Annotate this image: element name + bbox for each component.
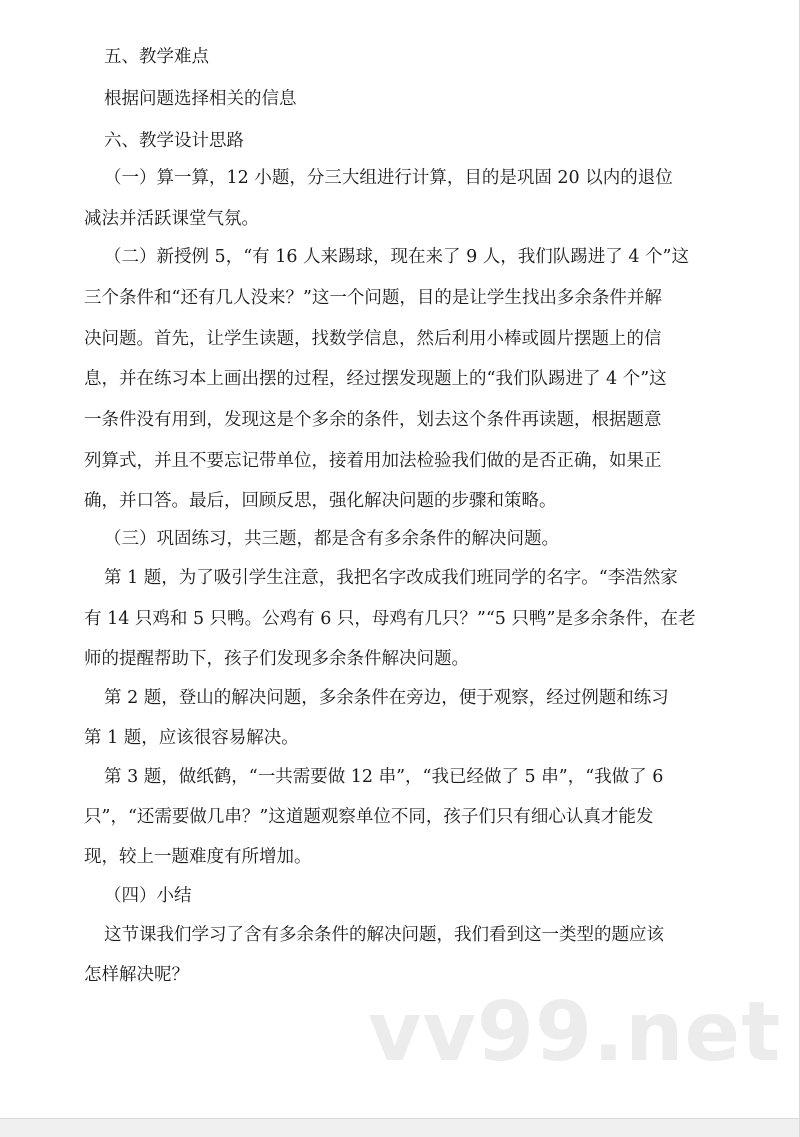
paragraph-line: 这节课我们学习了含有多余条件的解决问题，我们看到这一类型的题应该	[104, 925, 664, 945]
paragraph-line: 列算式，并且不要忘记带单位，接着用加法检验我们做的是否正确，如果正	[84, 451, 662, 471]
paragraph-line: （三）巩固练习，共三题，都是含有多余条件的解决问题。	[104, 529, 559, 549]
paragraph-line: 息，并在练习本上画出摆的过程，经过摆发现题上的“我们队踢进了 4 个”这	[84, 369, 667, 389]
heading-teaching-difficulty: 五、教学难点	[104, 47, 209, 67]
paragraph-line: 第 2 题，登山的解决问题，多余条件在旁边，便于观察，经过例题和练习	[104, 688, 669, 708]
paragraph-line: 只”，“还需要做几串？”这道题观察单位不同，孩子们只有细心认真才能发	[84, 807, 654, 827]
paragraph-line: 确，并口答。最后，回顾反思，强化解决问题的步骤和策略。	[84, 491, 557, 511]
paragraph-line: 师的提醒帮助下，孩子们发现多余条件解决问题。	[84, 649, 469, 669]
paragraph-line: 第 1 题，为了吸引学生注意，我把名字改成我们班同学的名字。“李浩然家	[104, 568, 678, 588]
paragraph-line: 根据问题选择相关的信息	[104, 89, 297, 109]
paragraph-line: 一条件没有用到，发现这是个多余的条件，划去这个条件再读题，根据题意	[84, 410, 662, 430]
paragraph-line: 怎样解决呢？	[84, 965, 189, 985]
paragraph-line: 减法并活跃课堂气氛。	[84, 209, 259, 229]
paragraph-line: （二）新授例 5，“有 16 人来踢球，现在来了 9 人，我们队踢进了 4 个”这	[104, 247, 690, 267]
paragraph-line: 现，较上一题难度有所增加。	[84, 847, 312, 867]
paragraph-line: （一）算一算，12 小题，分三大组进行计算，目的是巩固 20 以内的退位	[104, 168, 673, 188]
watermark: vv99.net	[368, 985, 782, 1080]
heading-summary: （四）小结	[104, 886, 192, 906]
viewer-bottom-edge	[0, 1118, 800, 1137]
paragraph-line: 决问题。首先，让学生读题，找数学信息，然后利用小棒或圆片摆题上的信	[84, 329, 662, 349]
paragraph-line: 三个条件和“还有几人没来？”这一个问题，目的是让学生找出多余条件并解	[84, 288, 662, 308]
paragraph-line: 第 1 题，应该很容易解决。	[84, 728, 299, 748]
paragraph-line: 第 3 题，做纸鹤，“一共需要做 12 串”，“我已经做了 5 串”，“我做了 6	[104, 767, 664, 787]
paragraph-line: 有 14 只鸡和 5 只鸭。公鸡有 6 只，母鸡有几只？”“5 只鸭”是多余条件，在老	[84, 609, 696, 629]
heading-design-approach: 六、教学设计思路	[104, 131, 244, 151]
